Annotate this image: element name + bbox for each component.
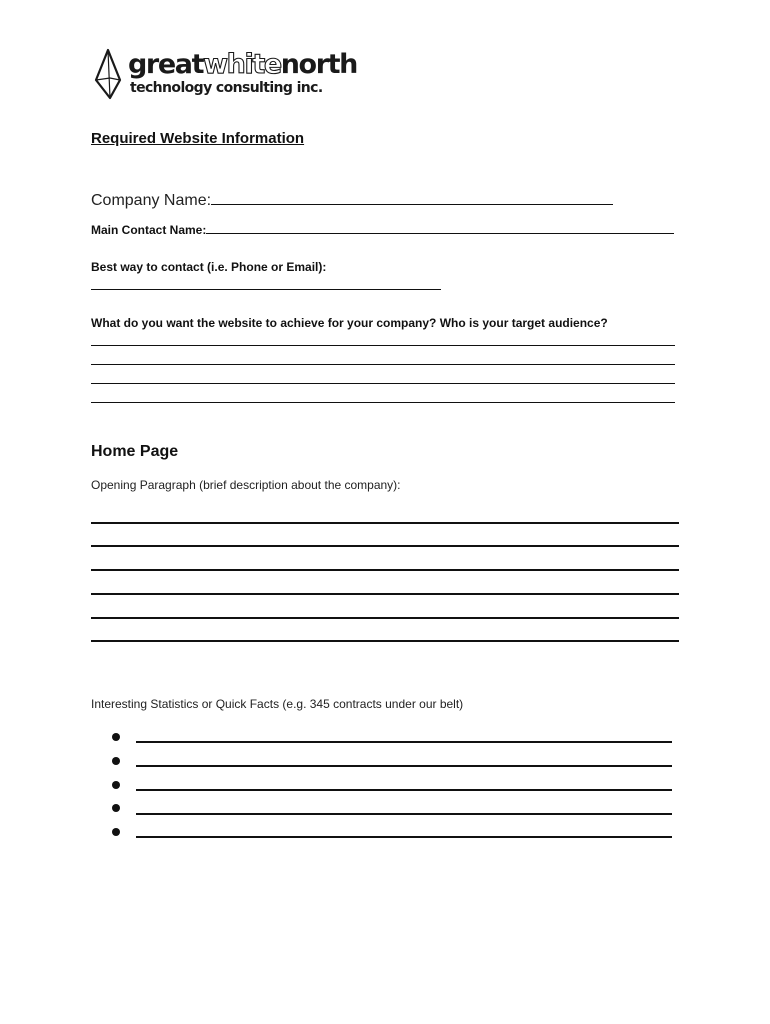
stats-label: Interesting Statistics or Quick Facts (e.g. 345 contracts under our belt) xyxy=(91,697,464,711)
opening-paragraph-blank[interactable] xyxy=(91,617,679,619)
website-goal-blank[interactable] xyxy=(91,364,675,365)
website-goal-blank[interactable] xyxy=(91,383,675,384)
best-way-blank[interactable] xyxy=(91,289,441,290)
website-goal-blank[interactable] xyxy=(91,402,675,403)
stats-blank[interactable] xyxy=(136,765,672,767)
bullet-icon xyxy=(112,733,120,741)
company-name-label: Company Name: xyxy=(91,192,212,209)
logo-tagline: technology consulting inc. xyxy=(130,80,323,96)
main-contact-label: Main Contact Name: xyxy=(91,223,207,237)
bullet-icon xyxy=(112,781,120,789)
stats-blank[interactable] xyxy=(136,741,672,743)
opening-paragraph-blank[interactable] xyxy=(91,545,679,547)
opening-paragraph-label: Opening Paragraph (brief description about the company): xyxy=(91,478,401,492)
opening-paragraph-blank[interactable] xyxy=(91,522,679,524)
website-goal-question: What do you want the website to achieve for your company? Who is your target audience? xyxy=(91,316,608,330)
opening-paragraph-blank[interactable] xyxy=(91,640,679,642)
company-name-blank[interactable] xyxy=(211,188,613,205)
opening-paragraph-blank[interactable] xyxy=(91,593,679,595)
stats-blank[interactable] xyxy=(136,813,672,815)
opening-paragraph-blank[interactable] xyxy=(91,569,679,571)
company-name-field xyxy=(91,188,613,210)
bullet-icon xyxy=(112,804,120,812)
logo-wordmark: greatwhitenorth xyxy=(128,49,357,80)
main-contact-blank[interactable] xyxy=(206,221,674,234)
stats-blank[interactable] xyxy=(136,836,672,838)
form-title: Required Website Information xyxy=(91,130,305,147)
stats-blank[interactable] xyxy=(136,789,672,791)
crystal-logo-icon xyxy=(94,48,124,100)
bullet-icon xyxy=(112,828,120,836)
bullet-icon xyxy=(112,757,120,765)
home-page-heading: Home Page xyxy=(91,443,179,460)
website-goal-blank[interactable] xyxy=(91,345,675,346)
main-contact-field xyxy=(91,221,674,237)
company-logo xyxy=(92,48,357,100)
best-way-label: Best way to contact (i.e. Phone or Email): xyxy=(91,260,327,274)
